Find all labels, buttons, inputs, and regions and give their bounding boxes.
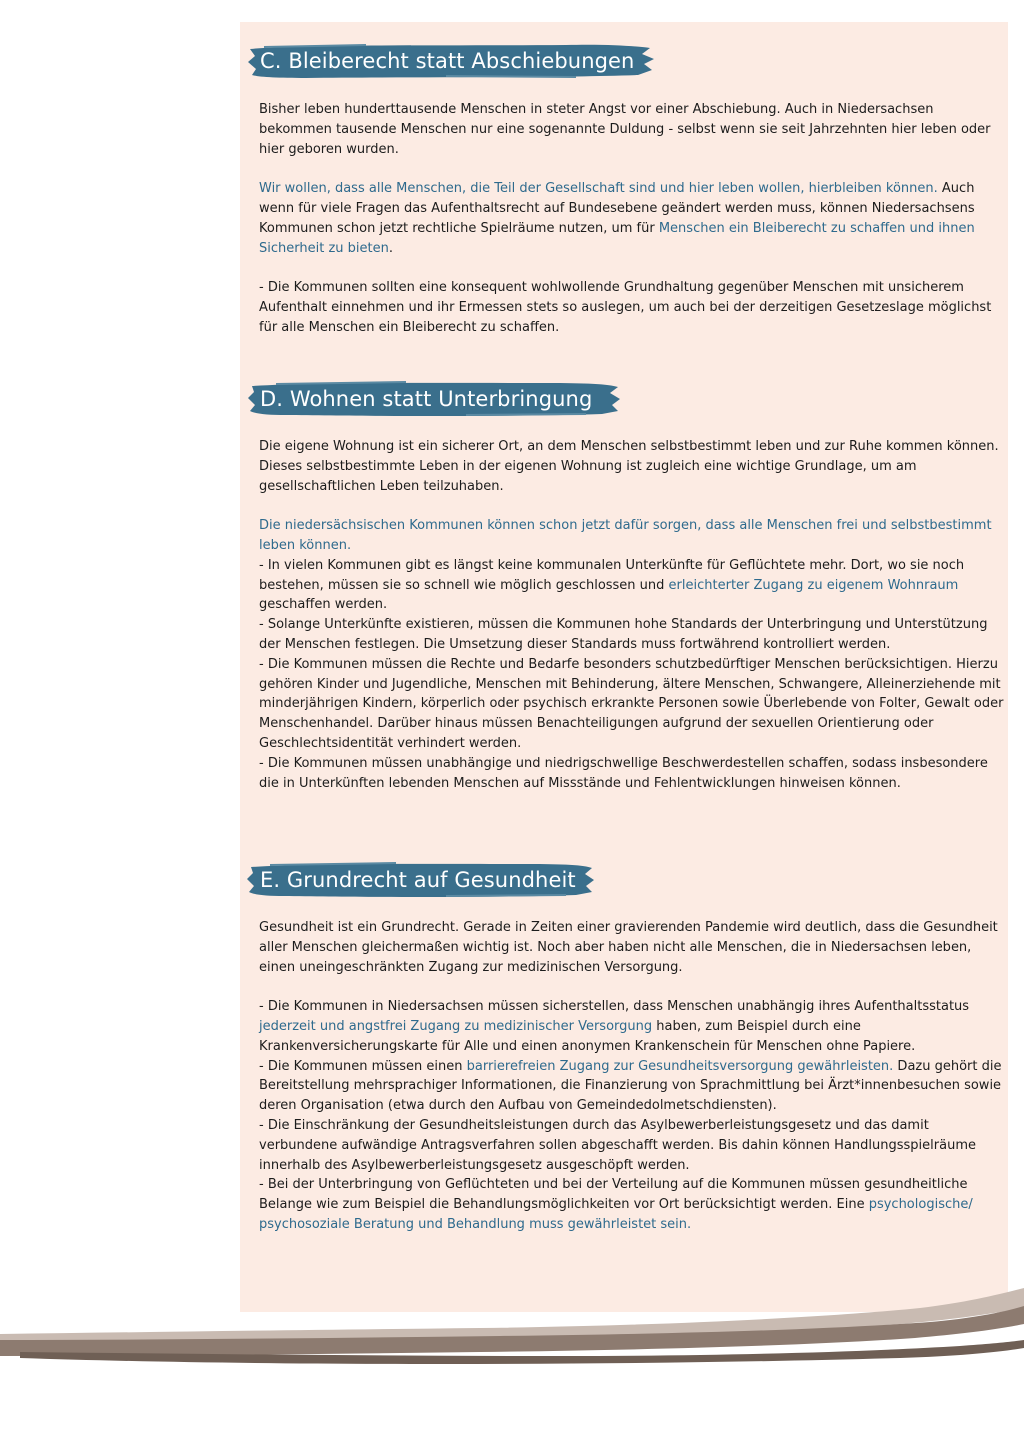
section-e-body (259, 918, 1007, 1235)
section-d-intro: Die eigene Wohnung ist ein sicherer Ort, an dem Menschen selbstbestimmt leben und zur Ruhe kommen können. Dieses selbstbestimmte Leben in der eigenen Wohnung ist zugleich eine wichtige Grundlage, um am gesellschaftlichen Leben teilzuhaben. (259, 439, 999, 494)
section-e-intro: Gesundheit ist ein Grundrecht. Gerade in Zeiten einer gravierenden Pandemie wird deutlich, dass die Gesundheit aller Menschen gleichermaßen wichtig ist. Noch aber haben nicht alle Menschen, die in Niedersachsen leben, einen uneingeschränkten Zugang zur medizinischen Versorgung. (259, 920, 998, 975)
section-d-bullet-1: - In vielen Kommunen gibt es längst keine kommunalen Unterkünfte für Geflüchtete mehr. Dort, wo sie noch bestehen, müssen sie so schnell wie möglich geschlossen und erleichterter Zugang zu eigenem Wohnraum geschaffen werden. (259, 557, 965, 613)
section-e-title: E. Grundrecht auf Gesundheit (260, 868, 576, 892)
section-c-bullet: - Die Kommunen sollten eine konsequent wohlwollende Grundhaltung gegenüber Menschen mit unsicherem Aufenthalt einnehmen und ihr Ermessen stets so auslegen, um auch bei der derzeitigen Gesetzeslage möglichst für alle Menschen ein Bleiberecht zu schaffen. (259, 280, 992, 335)
section-d-bullet-2: - Solange Unterkünfte existieren, müssen die Kommunen hohe Standards der Unterbringung und Unterstützung der Menschen festlegen. Die Umsetzung dieser Standards muss fortwährend kontrolliert werden. (259, 617, 988, 652)
section-e-bullet-3: - Die Einschränkung der Gesundheitsleistungen durch das Asylbewerberleistungsgesetz und das damit verbundene aufwändige Antragsverfahren sollen abgeschafft werden. Bis dahin können Handlungsspielräume innerhalb des Asylbewerberleistungsgesetz ausgeschöpft werden. (259, 1117, 976, 1173)
section-e-bullet-2: - Die Kommunen müssen einen barrierefreien Zugang zur Gesundheitsversorgung gewährleisten. Dazu gehört die Bereitstellung mehrsprachiger Informationen, die Finanzierung von Sprachmittlung bei Ärzt*innenbesuchen sowie deren Organisation (etwa durch den Aufbau von Gemeindedolmetschdiensten). (259, 1058, 1002, 1114)
section-d-highlight: Die niedersächsischen Kommunen können schon jetzt dafür sorgen, dass alle Menschen frei und selbstbestimmt leben können. (259, 518, 992, 553)
section-c-title: C. Bleiberecht statt Abschiebungen (260, 49, 635, 73)
highlight-text: Menschen ein Bleiberecht zu schaffen und ihnen Sicherheit zu bieten (259, 220, 975, 256)
section-c-heading (246, 42, 656, 80)
section-d-body (259, 437, 1007, 793)
section-e-heading (246, 861, 596, 899)
highlight-text: psychologische/ psychosoziale Beratung und Behandlung muss gewährleistet sein. (259, 1197, 973, 1232)
highlight-text: Wir wollen, dass alle Menschen, die Teil der Gesellschaft sind und hier leben wollen, hierbleiben können. (259, 181, 938, 197)
section-d-bullet-4: - Die Kommunen müssen unabhängige und niedrigschwellige Beschwerdestellen schaffen, sodass insbesondere die in Unterkünften lebenden Menschen auf Missstände und Fehlentwicklungen hinweisen können. (259, 755, 988, 791)
section-d-bullet-3: - Die Kommunen müssen die Rechte und Bedarfe besonders schutzbedürftiger Menschen berücksichtigen. Hierzu gehören Kinder und Jugendliche, Menschen mit Behinderung, ältere Menschen, Schwangere, Alleinerziehende mit minderjährigen Kindern, körperlich oder psychisch erkrankte Personen sowie Überlebende von Folter, Gewalt oder Menschenhandel. Darüber hinaus müssen Benachteiligungen aufgrund der sexuellen Orientierung oder Geschlechtsidentität verhindert werden. (259, 656, 1004, 751)
section-d-title: D. Wohnen statt Unterbringung (260, 387, 593, 411)
highlight-text: jederzeit und angstfrei Zugang zu medizinischer Versorgung (259, 1018, 653, 1034)
section-e-bullet-1: - Die Kommunen in Niedersachsen müssen sicherstellen, dass Menschen unabhängig ihres Aufenthaltsstatus jederzeit und angstfrei Zugang zu medizinischer Versorgung haben, zum Beispiel durch eine Krankenversicherungskarte für Alle und einen anonymen Krankenschein für Menschen ohne Papiere. (259, 999, 970, 1054)
section-d-heading (246, 380, 622, 418)
section-c-body (259, 100, 1007, 338)
section-e-bullet-4: - Bei der Unterbringung von Geflüchteten und bei der Verteilung auf die Kommunen müssen gesundheitliche Belange wie zum Beispiel die Behandlungsmöglichkeiten vor Ort berücksichtigt werden. Eine psychologische/ psychosoziale Beratung und Behandlung muss gewährleistet sein. (259, 1177, 973, 1232)
section-c-intro: Bisher leben hunderttausende Menschen in steter Angst vor einer Abschiebung. Auch in Niedersachsen bekommen tausende Menschen nur eine sogenannte Duldung - selbst wenn sie seit Jahrzehnten hier leben oder hier geboren wurden. (259, 102, 991, 157)
highlight-text: barrierefreien Zugang zur Gesundheitsversorgung gewährleisten. (466, 1058, 894, 1074)
bottom-wave-decoration (0, 1278, 1024, 1388)
section-c-paragraph-2: Wir wollen, dass alle Menschen, die Teil der Gesellschaft sind und hier leben wollen, hierbleiben können. Auch wenn für viele Fragen das Aufenthaltsrecht auf Bundesebene geändert werden muss, können Niedersachsens Kommunen schon jetzt rechtliche Spielräume nutzen, um für Menschen ein Bleiberecht zu schaffen und ihnen Sicherheit zu bieten. (259, 181, 975, 256)
highlight-text: erleichterter Zugang zu eigenem Wohnraum (668, 577, 959, 593)
